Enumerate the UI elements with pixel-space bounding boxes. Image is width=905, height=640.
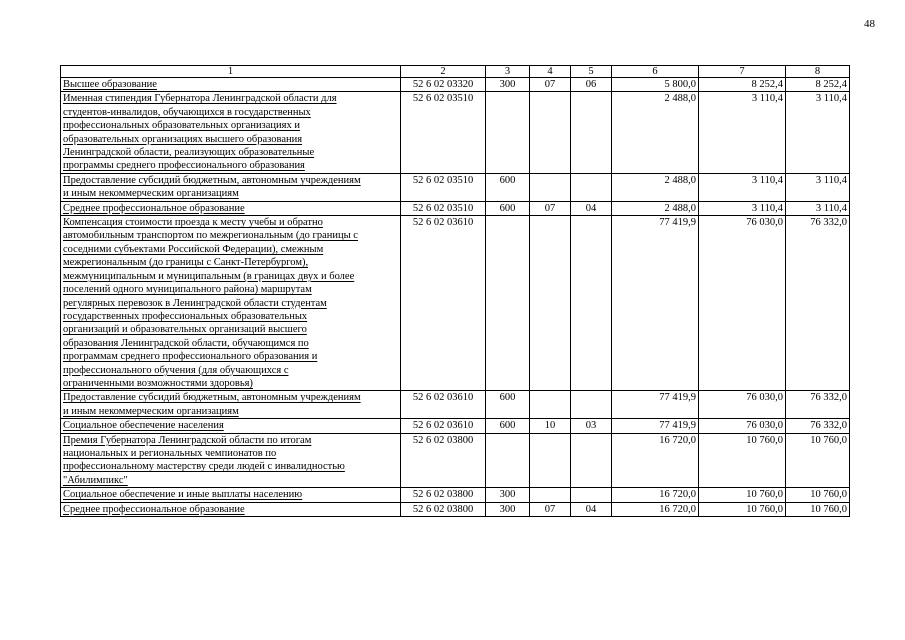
expense-type-cell: 600	[486, 419, 530, 433]
target-code-cell: 52 6 02 03610	[401, 216, 486, 391]
row-name-line: профессиональному мастерству среди людей с инвалидностью	[63, 461, 345, 473]
table-row	[61, 201, 850, 215]
expense-type-cell: 300	[486, 488, 530, 502]
row-name-cell	[61, 433, 401, 488]
row-name-line: программам среднего профессионального образования и	[63, 351, 318, 363]
target-code-cell: 52 6 02 03510	[401, 201, 486, 215]
target-code-cell: 52 6 02 03510	[401, 92, 486, 173]
amount-col8-cell: 3 110,4	[786, 92, 850, 173]
amount-col8-cell: 76 332,0	[786, 391, 850, 419]
section-cell	[530, 92, 571, 173]
row-name-cell	[61, 502, 401, 516]
subsection-cell	[571, 391, 612, 419]
header-cell: 8	[786, 66, 850, 78]
row-name-line: образования Ленинградской области, обучающимся по	[63, 337, 309, 349]
amount-col6-cell: 2 488,0	[612, 92, 699, 173]
subsection-cell	[571, 433, 612, 488]
amount-col8-cell: 76 332,0	[786, 216, 850, 391]
row-name-line: и иным некоммерческим организациям	[63, 405, 239, 417]
row-name-line: студентов-инвалидов, обучающихся в государственных	[63, 106, 311, 118]
row-name-line: Премия Губернатора Ленинградской области по итогам	[63, 434, 312, 446]
row-name-line: Социальное обеспечение населения	[63, 420, 224, 432]
header-cell: 2	[401, 66, 486, 78]
target-code-cell: 52 6 02 03800	[401, 488, 486, 502]
target-code-cell: 52 6 02 03510	[401, 173, 486, 201]
header-row	[61, 66, 850, 78]
row-name-line: Среднее профессиональное образование	[63, 503, 245, 515]
row-name-line: соседними субъектами Российской Федерации), смежным	[63, 243, 324, 255]
row-name-cell	[61, 173, 401, 201]
subsection-cell	[571, 92, 612, 173]
section-cell	[530, 433, 571, 488]
row-name-cell	[61, 216, 401, 391]
table-row	[61, 78, 850, 92]
amount-col8-cell: 3 110,4	[786, 201, 850, 215]
row-name-line: организаций и образовательных организаций высшего	[63, 324, 307, 336]
row-name-line: профессионального обучения (для обучающихся с	[63, 364, 289, 376]
amount-col6-cell: 16 720,0	[612, 488, 699, 502]
amount-col7-cell: 10 760,0	[699, 433, 786, 488]
section-cell: 07	[530, 502, 571, 516]
expense-type-cell: 600	[486, 201, 530, 215]
amount-col6-cell: 77 419,9	[612, 391, 699, 419]
amount-col6-cell: 2 488,0	[612, 173, 699, 201]
amount-col8-cell: 76 332,0	[786, 419, 850, 433]
amount-col7-cell: 8 252,4	[699, 78, 786, 92]
subsection-cell	[571, 216, 612, 391]
row-name-line: автомобильным транспортом по межрегиональным (до границы с	[63, 230, 358, 242]
section-cell	[530, 173, 571, 201]
row-name-line: межрегиональным (до границы с Санкт-Петербургом),	[63, 257, 309, 269]
subsection-cell	[571, 488, 612, 502]
amount-col8-cell: 3 110,4	[786, 173, 850, 201]
amount-col6-cell: 16 720,0	[612, 433, 699, 488]
section-cell: 07	[530, 78, 571, 92]
row-name-cell	[61, 419, 401, 433]
row-name-line: Предоставление субсидий бюджетным, автономным учреждениям	[63, 174, 361, 186]
row-name-line: и иным некоммерческим организациям	[63, 188, 239, 200]
target-code-cell: 52 6 02 03800	[401, 433, 486, 488]
row-name-line: поселений одного муниципального района) маршрутам	[63, 284, 312, 296]
row-name-line: программы среднего профессионального образования	[63, 160, 305, 172]
row-name-cell	[61, 201, 401, 215]
row-name-line: Высшее образование	[63, 79, 157, 90]
table-row	[61, 433, 850, 488]
row-name-line: межмуниципальным и муниципальным (в границах двух и более	[63, 270, 355, 282]
table-row	[61, 488, 850, 502]
amount-col7-cell: 3 110,4	[699, 201, 786, 215]
subsection-cell: 06	[571, 78, 612, 92]
table-row	[61, 419, 850, 433]
table-row	[61, 92, 850, 173]
amount-col7-cell: 3 110,4	[699, 173, 786, 201]
row-name-line: Среднее профессиональное образование	[63, 202, 245, 214]
amount-col6-cell: 77 419,9	[612, 216, 699, 391]
table-row	[61, 173, 850, 201]
amount-col8-cell: 10 760,0	[786, 433, 850, 488]
budget-table	[60, 65, 850, 517]
target-code-cell: 52 6 02 03320	[401, 78, 486, 92]
amount-col8-cell: 8 252,4	[786, 78, 850, 92]
subsection-cell: 04	[571, 201, 612, 215]
header-cell: 3	[486, 66, 530, 78]
row-name-cell	[61, 78, 401, 92]
expense-type-cell: 300	[486, 78, 530, 92]
row-name-line: регулярных перевозок в Ленинградской области студентам	[63, 297, 327, 309]
amount-col8-cell: 10 760,0	[786, 488, 850, 502]
row-name-cell	[61, 488, 401, 502]
row-name-line: национальных и региональных чемпионатов по	[63, 447, 277, 459]
row-name-line: Именная стипендия Губернатора Ленинградской области для	[63, 93, 337, 105]
row-name-line: ограниченными возможностями здоровья)	[63, 377, 253, 389]
amount-col7-cell: 76 030,0	[699, 419, 786, 433]
amount-col6-cell: 77 419,9	[612, 419, 699, 433]
row-name-line: Компенсация стоимости проезда к месту учебы и обратно	[63, 217, 323, 229]
row-name-cell	[61, 391, 401, 419]
amount-col6-cell: 2 488,0	[612, 201, 699, 215]
row-name-cell	[61, 92, 401, 173]
amount-col7-cell: 10 760,0	[699, 488, 786, 502]
row-name-line: образовательных организациях высшего образования	[63, 133, 303, 145]
expense-type-cell	[486, 433, 530, 488]
row-name-line: "Абилимпикс"	[63, 474, 128, 486]
expense-type-cell: 600	[486, 391, 530, 419]
table-row	[61, 391, 850, 419]
row-name-line: Предоставление субсидий бюджетным, автономным учреждениям	[63, 392, 361, 404]
amount-col7-cell: 3 110,4	[699, 92, 786, 173]
section-cell: 07	[530, 201, 571, 215]
row-name-line: Ленинградской области, реализующих образовательные	[63, 147, 315, 159]
table-row	[61, 216, 850, 391]
header-cell: 7	[699, 66, 786, 78]
section-cell	[530, 391, 571, 419]
amount-col8-cell: 10 760,0	[786, 502, 850, 516]
section-cell	[530, 488, 571, 502]
expense-type-cell: 300	[486, 502, 530, 516]
subsection-cell	[571, 173, 612, 201]
expense-type-cell	[486, 216, 530, 391]
table-row	[61, 502, 850, 516]
target-code-cell: 52 6 02 03800	[401, 502, 486, 516]
amount-col6-cell: 5 800,0	[612, 78, 699, 92]
page-number: 48	[864, 18, 875, 30]
row-name-line: государственных профессиональных образовательных	[63, 310, 308, 322]
header-cell: 1	[61, 66, 401, 78]
amount-col7-cell: 10 760,0	[699, 502, 786, 516]
amount-col6-cell: 16 720,0	[612, 502, 699, 516]
header-cell: 6	[612, 66, 699, 78]
expense-type-cell: 600	[486, 173, 530, 201]
amount-col7-cell: 76 030,0	[699, 391, 786, 419]
target-code-cell: 52 6 02 03610	[401, 391, 486, 419]
section-cell	[530, 216, 571, 391]
header-cell: 4	[530, 66, 571, 78]
row-name-line: Социальное обеспечение и иные выплаты населению	[63, 489, 303, 501]
header-cell: 5	[571, 66, 612, 78]
expense-type-cell	[486, 92, 530, 173]
amount-col7-cell: 76 030,0	[699, 216, 786, 391]
row-name-line: профессиональных образовательных организациях и	[63, 120, 300, 132]
target-code-cell: 52 6 02 03610	[401, 419, 486, 433]
section-cell: 10	[530, 419, 571, 433]
subsection-cell: 04	[571, 502, 612, 516]
subsection-cell: 03	[571, 419, 612, 433]
